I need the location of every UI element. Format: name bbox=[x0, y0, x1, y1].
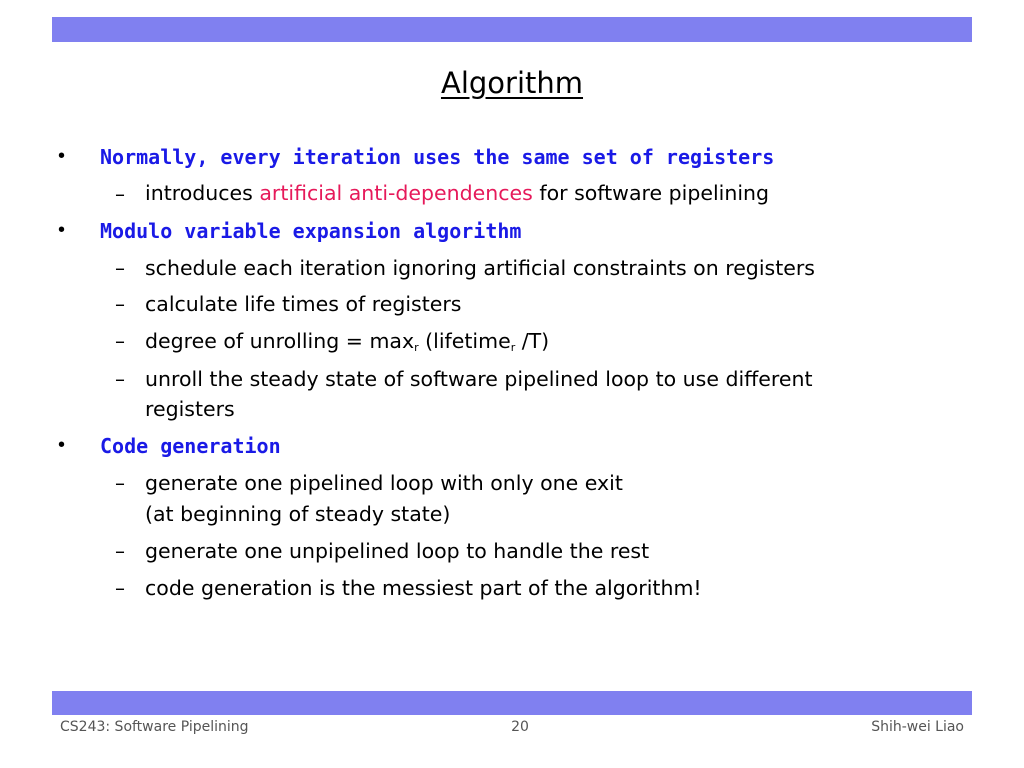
sub-item-life-times: calculate life times of registers bbox=[145, 292, 462, 316]
dash-icon: – bbox=[115, 539, 125, 563]
bullet-icon: • bbox=[58, 434, 66, 456]
sub-item-pipelined-line2: (at beginning of steady state) bbox=[145, 502, 451, 526]
bullet-heading-registers: Normally, every iteration uses the same set of registers bbox=[100, 145, 775, 169]
footer-course: CS243: Software Pipelining bbox=[60, 719, 249, 735]
sub-item-anti-dependences: introduces artificial anti-dependences for software pipelining bbox=[145, 181, 770, 205]
highlight-text: artificial anti-dependences bbox=[259, 181, 533, 205]
bullet-icon: • bbox=[58, 145, 66, 167]
footer-page-number: 20 bbox=[511, 719, 529, 735]
dash-icon: – bbox=[115, 329, 125, 353]
footer-author: Shih-wei Liao bbox=[871, 719, 964, 735]
slide-title: Algorithm bbox=[440, 66, 584, 100]
sub-item-degree-unrolling: degree of unrolling = $\max_r$ (lifetime$_r$ /T) bbox=[145, 329, 550, 354]
sub-item-schedule: schedule each iteration ignoring artificial constraints on registers bbox=[145, 256, 815, 280]
dash-icon: – bbox=[115, 292, 125, 316]
sub-item-pipelined-line1: generate one pipelined loop with only one exit bbox=[145, 471, 623, 495]
bullet-heading-modulo: Modulo variable expansion algorithm bbox=[100, 219, 522, 243]
bottom-accent-band bbox=[52, 691, 972, 715]
bullet-heading-codegen: Code generation bbox=[100, 434, 281, 458]
dash-icon: – bbox=[115, 256, 125, 280]
dash-icon: – bbox=[115, 182, 125, 206]
sub-item-unroll-line1: unroll the steady state of software pipelined loop to use different bbox=[145, 367, 813, 391]
dash-icon: – bbox=[115, 367, 125, 391]
sub-item-unpipelined: generate one unpipelined loop to handle the rest bbox=[145, 539, 650, 563]
sub-item-messiest: code generation is the messiest part of the algorithm! bbox=[145, 576, 702, 600]
dash-icon: – bbox=[115, 576, 125, 600]
top-accent-band bbox=[52, 17, 972, 42]
sub-item-unroll-line2: registers bbox=[145, 397, 235, 421]
bullet-icon: • bbox=[58, 219, 66, 241]
dash-icon: – bbox=[115, 471, 125, 495]
